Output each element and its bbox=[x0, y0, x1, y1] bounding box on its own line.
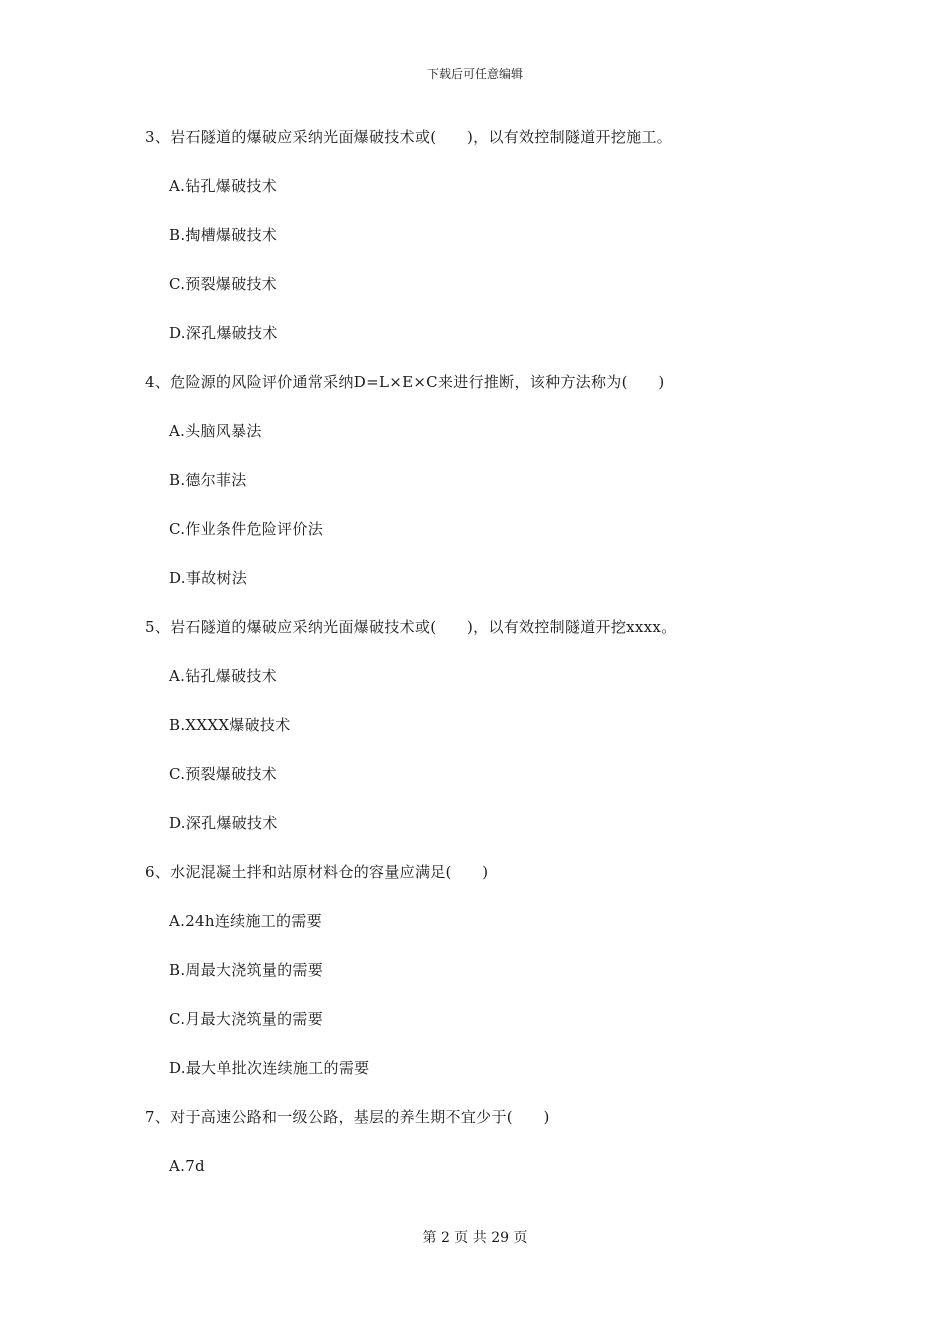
question-7 bbox=[145, 1106, 845, 1204]
option-a: A.24h连续施工的需要 bbox=[169, 912, 322, 930]
option-a: A.钻孔爆破技术 bbox=[169, 667, 278, 685]
option-d: D.最大单批次连续施工的需要 bbox=[169, 1059, 370, 1077]
question-6 bbox=[145, 861, 845, 1106]
question-stem: 5、岩石隧道的爆破应采纳光面爆破技术或( )，以有效控制隧道开挖xxxx。 bbox=[145, 618, 677, 636]
question-5 bbox=[145, 616, 845, 861]
option-a: A.钻孔爆破技术 bbox=[169, 177, 278, 195]
page-footer: 第 2 页 共 29 页 bbox=[422, 1230, 528, 1246]
option-c: C.月最大浇筑量的需要 bbox=[169, 1010, 324, 1028]
question-stem: 4、危险源的风险评价通常采纳D=L×E×C来进行推断，该种方法称为( ) bbox=[145, 373, 665, 391]
question-stem: 6、水泥混凝土拌和站原材料仓的容量应满足( ) bbox=[145, 863, 489, 881]
option-d: D.深孔爆破技术 bbox=[169, 324, 278, 342]
question-stem: 3、岩石隧道的爆破应采纳光面爆破技术或( )，以有效控制隧道开挖施工。 bbox=[145, 128, 673, 146]
page-header: 下载后可任意编辑 bbox=[426, 67, 523, 81]
option-c: C.预裂爆破技术 bbox=[169, 765, 278, 783]
question-3 bbox=[145, 126, 845, 371]
option-a: A.7d bbox=[169, 1157, 205, 1175]
question-stem: 7、对于高速公路和一级公路，基层的养生期不宜少于( ) bbox=[145, 1108, 550, 1126]
question-4 bbox=[145, 371, 845, 616]
question-list bbox=[145, 126, 845, 1204]
option-b: B.XXXX爆破技术 bbox=[169, 716, 291, 734]
option-a: A.头脑风暴法 bbox=[169, 422, 262, 440]
option-c: C.作业条件危险评价法 bbox=[169, 520, 324, 538]
option-d: D.深孔爆破技术 bbox=[169, 814, 278, 832]
option-b: B.周最大浇筑量的需要 bbox=[169, 961, 324, 979]
option-d: D.事故树法 bbox=[169, 569, 248, 587]
option-b: B.德尔菲法 bbox=[169, 471, 247, 489]
option-b: B.掏槽爆破技术 bbox=[169, 226, 278, 244]
option-c: C.预裂爆破技术 bbox=[169, 275, 278, 293]
